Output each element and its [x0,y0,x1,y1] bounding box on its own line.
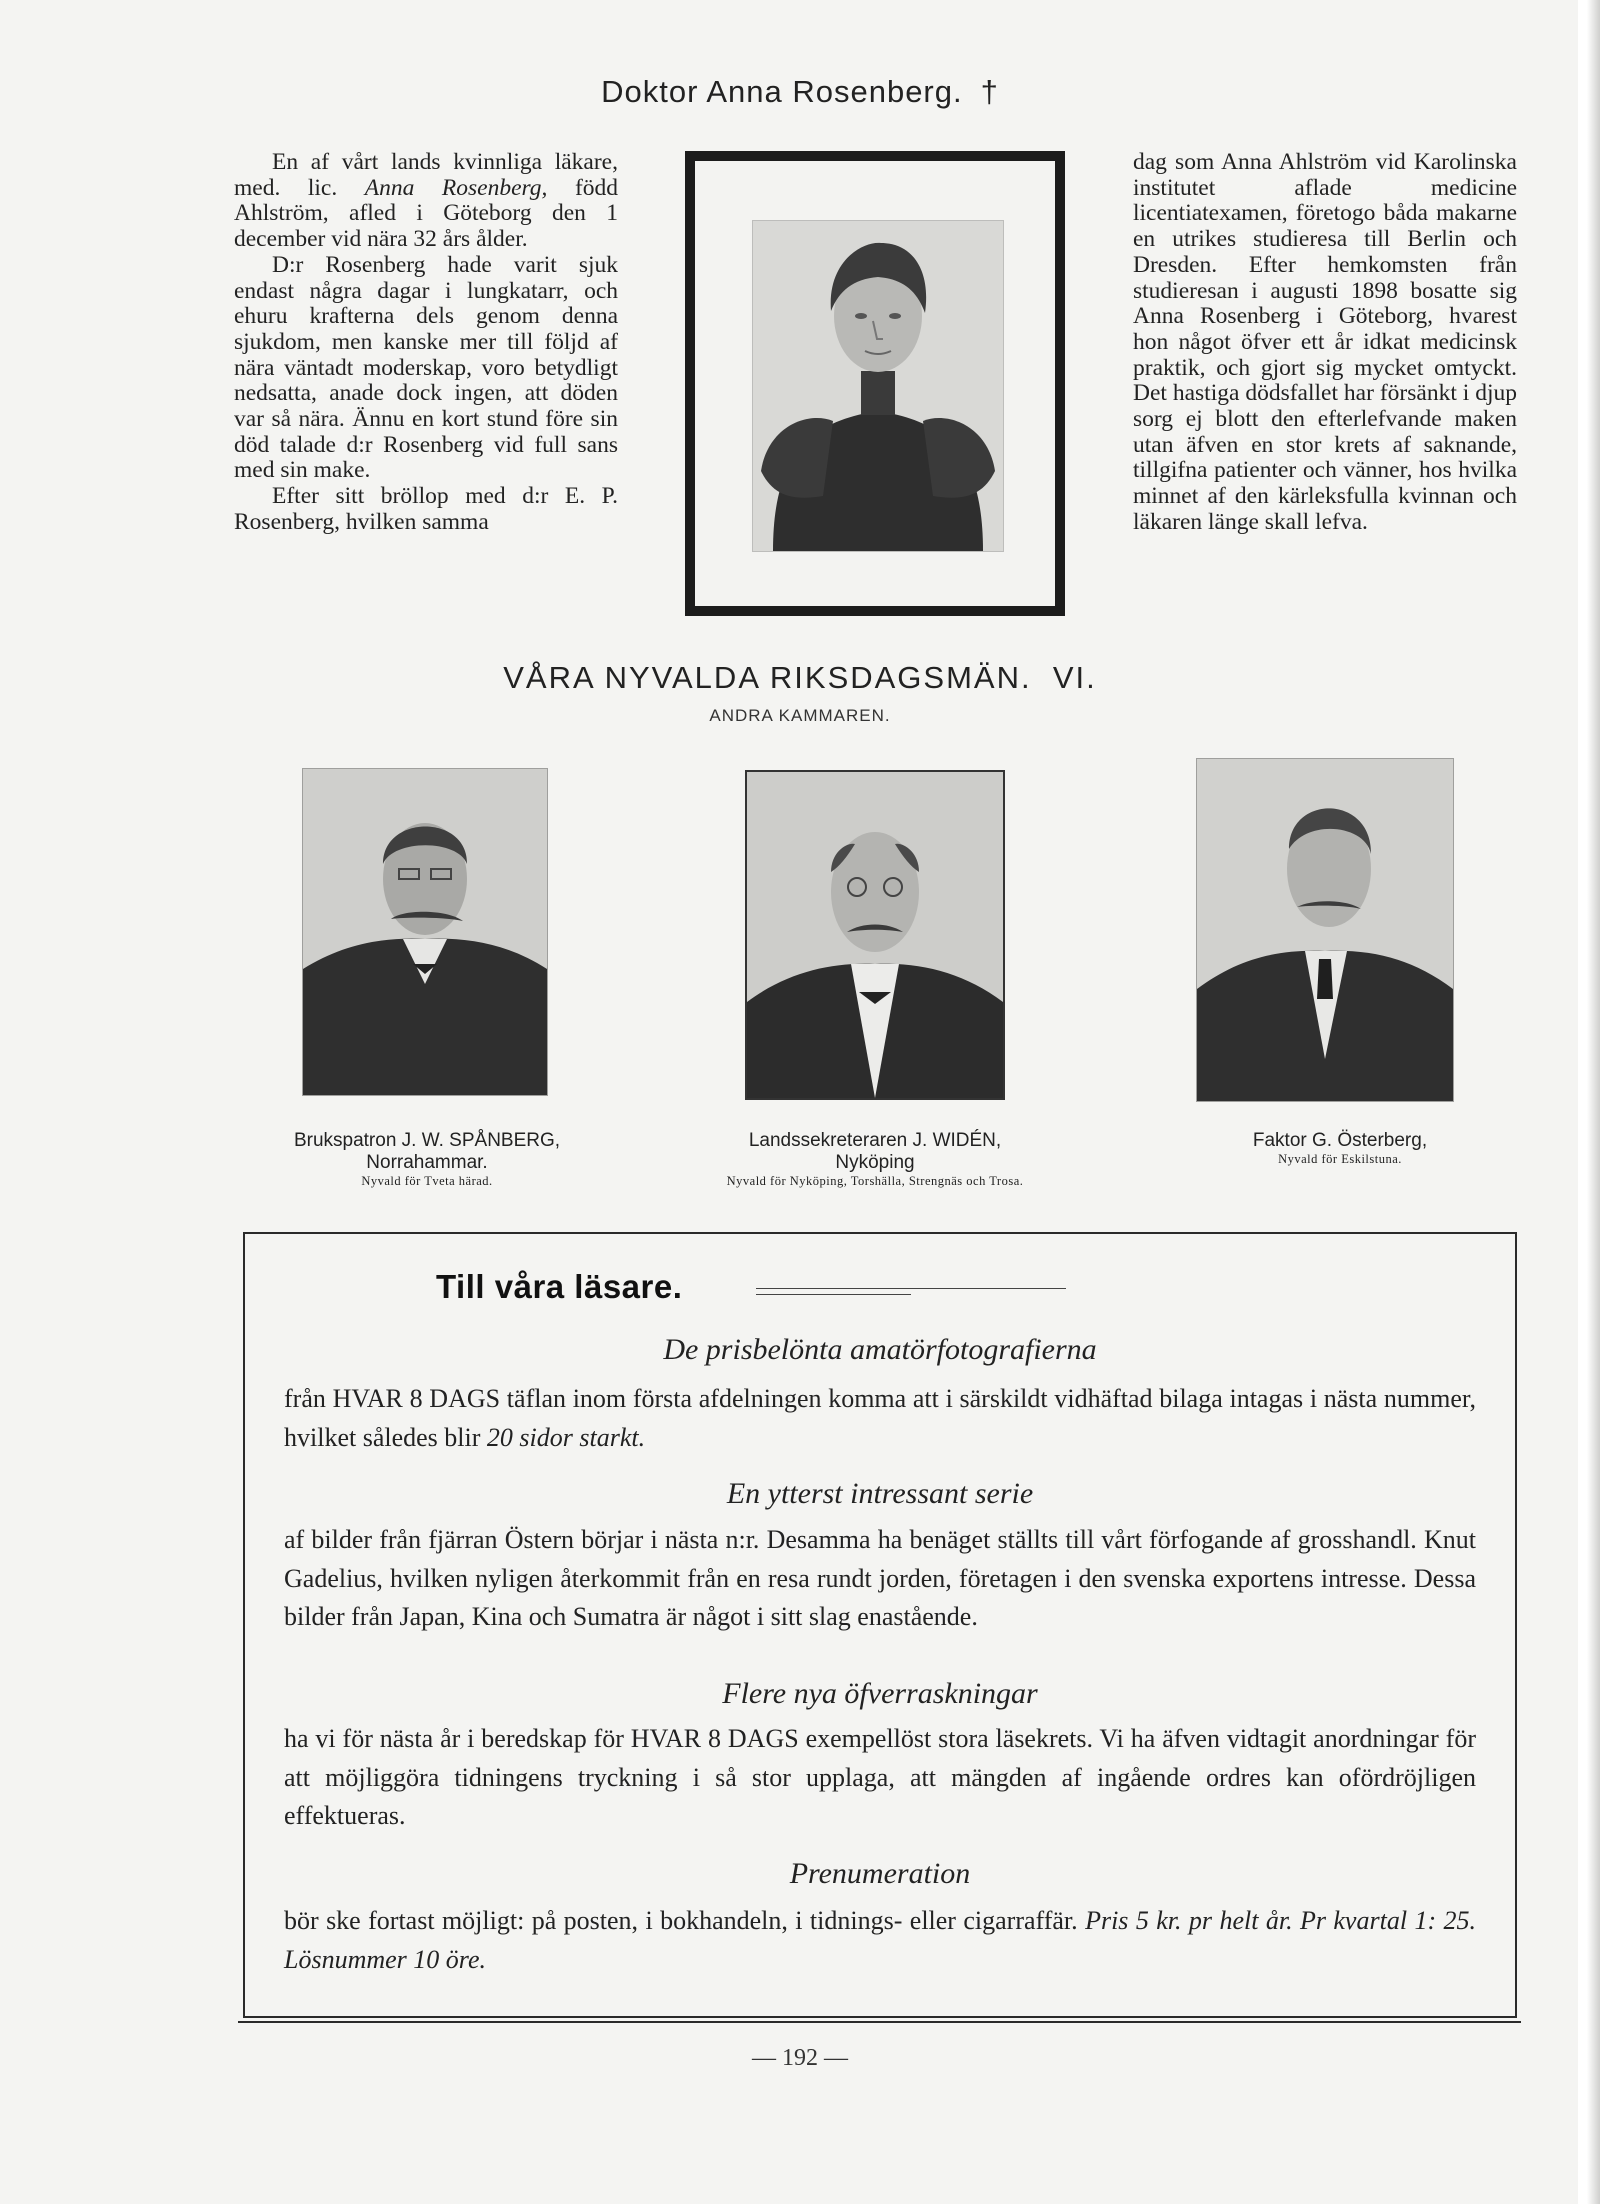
obituary-text: född Ahlström, afled i Göteborg den 1 december vid nära 32 års ålder. [234,174,619,253]
notice-body-2: af bilder från fjärran Östern börjar i nästa n:r. Desamma ha benäget ställts till vårt förfogande af grosshandl. Knut Gadelius, hvilken nyligen återkommit från en resa rundt jorden, företagen i den svenska exportens intresse. Dessa bilder från Japan, Kina och Sumatra är något i sitt slag enastående. [284,1525,1476,1631]
notice-heading-4: Prenumeration [789,1857,971,1890]
section-title-text: VÅRA NYVALDA RIKSDAGSMÄN. [503,660,1032,695]
portrait-osterberg [1196,758,1454,1102]
caption-spanberg [262,1130,592,1188]
section-subtitle: ANDRA KAMMAREN. [709,706,891,725]
caption-elected: Nyvald för Nyköping, Torshälla, Strengnäs och Trosa. [726,1174,1024,1188]
notice-emphasis: 20 sidor starkt. [486,1422,646,1452]
section-number: VI. [1052,660,1097,695]
portrait-spanberg [302,768,548,1096]
obituary-paragraph-1 [234,150,618,253]
obituary-paragraph-2: D:r Rosenberg hade varit sjuk endast några dagar i lungkatarr, och ehuru krafterna dels genom denna sjukdom, men kanske mer till följd af nära väntadt moderskap, voro betydligt nedsatta, anade dock ingen, att döden var så nära. Ännu en kort stund före sin död talade d:r Rosenberg vid full sans med sin make. [234,251,618,484]
notice-text: från HVAR 8 DAGS täflan inom första afdelningen komma att i särskildt vidhäftad bilaga intagas i nästa nummer, hvilket således blir [284,1384,1476,1452]
page-number: — 192 — [752,2045,848,2071]
obituary-name: Anna Rosenberg, [364,174,548,201]
obituary-paragraph-3: Efter sitt bröllop med d:r E. P. Rosenberg, hvilken samma [234,483,618,535]
notice-heading-2: En ytterst intressant serie [726,1477,1034,1510]
man-portrait-icon [1197,759,1453,1101]
page-edge [1578,0,1600,2204]
caption-place: Nyköping [835,1152,915,1173]
title-rule [756,1294,911,1295]
portrait-anna-rosenberg [752,220,1004,552]
woman-portrait-icon [753,221,1003,551]
cross-icon: † [980,74,999,109]
obituary-text: En af vårt lands kvinnliga läkare, med. lic. [234,149,618,201]
caption-elected: Nyvald för Eskilstuna. [1278,1152,1402,1166]
man-portrait-icon [747,772,1003,1098]
caption-name: Landssekreteraren J. WIDÉN, [748,1130,1002,1151]
portrait-widen [745,770,1005,1100]
notice-heading-1: De prisbelönta amatörfotografierna [663,1333,1097,1366]
notice-title: Till våra läsare. [436,1268,683,1305]
notice-body-1 [284,1380,1476,1457]
caption-osterberg [1195,1130,1485,1166]
notice-body-3: ha vi för nästa år i beredskap för HVAR 8 DAGS exempellöst stora läsekrets. Vi ha äfven vidtagit anordningar för att möjliggöra tidningens tryckning i så stor upplaga, att mängden af ingående ordres kan ofördröjligen effektueras. [284,1724,1476,1830]
man-portrait-icon [303,769,547,1095]
page-headline [0,74,1600,110]
caption-name: Faktor G. Österberg, [1252,1130,1428,1151]
title-rule [756,1288,1066,1289]
notice-text: bör ske fortast möjligt: på posten, i bokhandeln, i tidnings- eller cigarraffär. [284,1906,1078,1935]
notice-heading-3: Flere nya öfverraskningar [722,1677,1038,1710]
headline-title: Doktor Anna Rosenberg. [601,74,963,109]
notice-emphasis: Pris 5 kr. pr helt år. Pr kvartal 1: 25. Lösnummer 10 öre. [284,1906,1477,1974]
caption-name: Brukspatron J. W. SPÅNBERG, [293,1130,561,1151]
obituary-left-column [234,150,618,536]
section-title [0,660,1600,696]
obituary-paragraph-4: dag som Anna Ahlström vid Karolinska institutet aflade medicine licentiatexamen, företogo båda makarne en utrikes studieresa till Berlin och Dresden. Efter hemkomsten från studieresan i augusti 1898 bosatte sig Anna Rosenberg i Göteborg, hvarest hon något öfver ett år idkat medicinsk praktik, och gjort sig mycket omtyckt. Det hastiga dödsfallet har försänkt i djup sorg ej blott den efterlefvande maken utan äfven en stor krets af saknande, tillgifna patienter och vänner, hos hvilka minnet af den kärleksfulla kvinnan och läkaren länge skall lefva. [1133,149,1517,535]
caption-place: Norrahammar. [366,1152,488,1173]
notice-body-4 [284,1902,1476,1979]
notice-bottom-rule [238,2021,1521,2023]
caption-elected: Nyvald för Tveta härad. [361,1174,493,1188]
caption-widen [700,1130,1050,1188]
obituary-right-column [1133,150,1517,536]
